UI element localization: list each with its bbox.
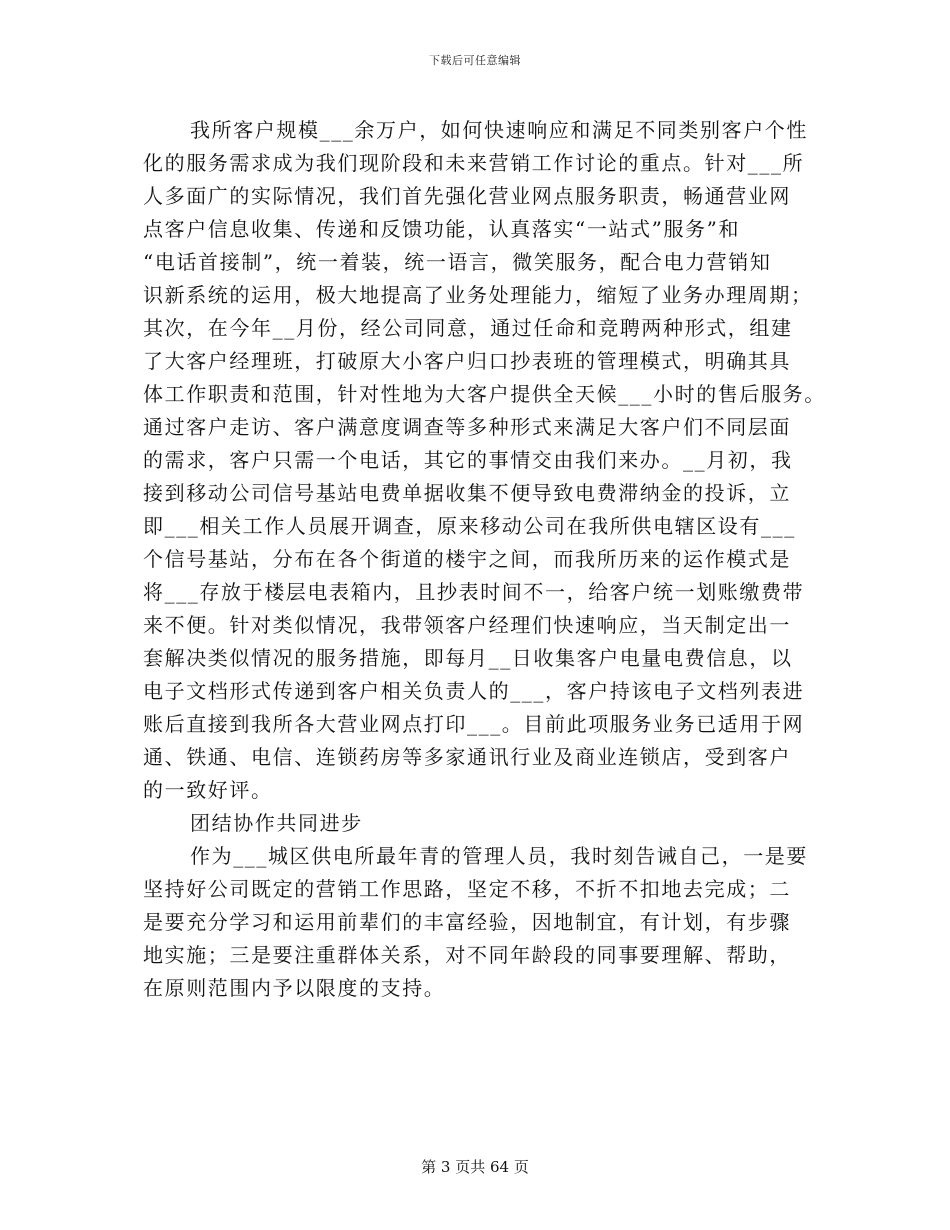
section-heading: 团结协作共同进步 [190,811,363,835]
page-header: 下载后可任意编辑 [429,54,521,67]
text-line: 地实施；三是要注重群体关系，对不同年龄段的同事要理解、帮助， [143,943,791,967]
text-line: 账后直接到我所各大营业网点打印___。目前此项服务业务已适用于网 [143,712,805,736]
text-line: 人多面广的实际情况，我们首先强化营业网点服务职责，畅通营业网 [143,184,791,208]
text-line: “电话首接制”，统一着装，统一语言，微笑服务，配合电力营销知 [143,250,772,274]
text-line: 的一致好评。 [143,778,273,802]
text-line: 电子文档形式传递到客户相关负责人的___，客户持该电子文档列表进 [143,679,805,703]
page-footer: 第 3 页共 64 页 [421,1158,529,1176]
text-line: 的需求，客户只需一个电话，其它的事情交由我们来办。__月初，我 [143,448,793,472]
text-line: 接到移动公司信号基站电费单据收集不便导致电费滞纳金的投诉，立 [143,481,791,505]
text-line: 我所客户规模___余万户，如何快速响应和满足不同类别客户个性 [190,118,808,142]
text-line: 了大客户经理班，打破原大小客户归口抄表班的管理模式，明确其具 [143,349,791,373]
text-line: 坚持好公司既定的营销工作思路，坚定不移，不折不扣地去完成；二 [143,877,791,901]
text-line: 其次，在今年__月份，经公司同意，通过任命和竞聘两种形式，组建 [143,316,793,340]
text-line: 是要充分学习和运用前辈们的丰富经验，因地制宜，有计划，有步骤 [143,910,791,934]
text-line: 识新系统的运用，极大地提高了业务处理能力，缩短了业务办理周期； [143,283,813,307]
text-line: 个信号基站，分布在各个街道的楼宇之间，而我所历来的运作模式是 [143,547,791,571]
text-line: 通过客户走访、客户满意度调查等多种形式来满足大客户们不同层面 [143,415,791,439]
text-line: 套解决类似情况的服务措施，即每月__日收集客户电量电费信息，以 [143,646,793,670]
text-line: 点客户信息收集、传递和反馈功能，认真落实“一站式”服务”和 [143,217,741,241]
text-line: 作为___城区供电所最年青的管理人员，我时刻告诫自己，一是要 [190,844,808,868]
text-line: 通、铁通、电信、连锁药房等多家通讯行业及商业连锁店，受到客户 [143,745,791,769]
text-line: 在原则范围内予以限度的支持。 [143,976,446,1000]
text-line: 化的服务需求成为我们现阶段和未来营销工作讨论的重点。针对___所 [143,151,805,175]
text-line: 体工作职责和范围，针对性地为大客户提供全天候___小时的售后服务。 [143,382,826,406]
text-line: 将___存放于楼层电表箱内，且抄表时间不一，给客户统一划账缴费带 [143,580,805,604]
text-line: 来不便。针对类似情况，我带领客户经理们快速响应，当天制定出一 [143,613,791,637]
text-line: 即___相关工作人员展开调查，原来移动公司在我所供电辖区设有___ [143,514,796,538]
